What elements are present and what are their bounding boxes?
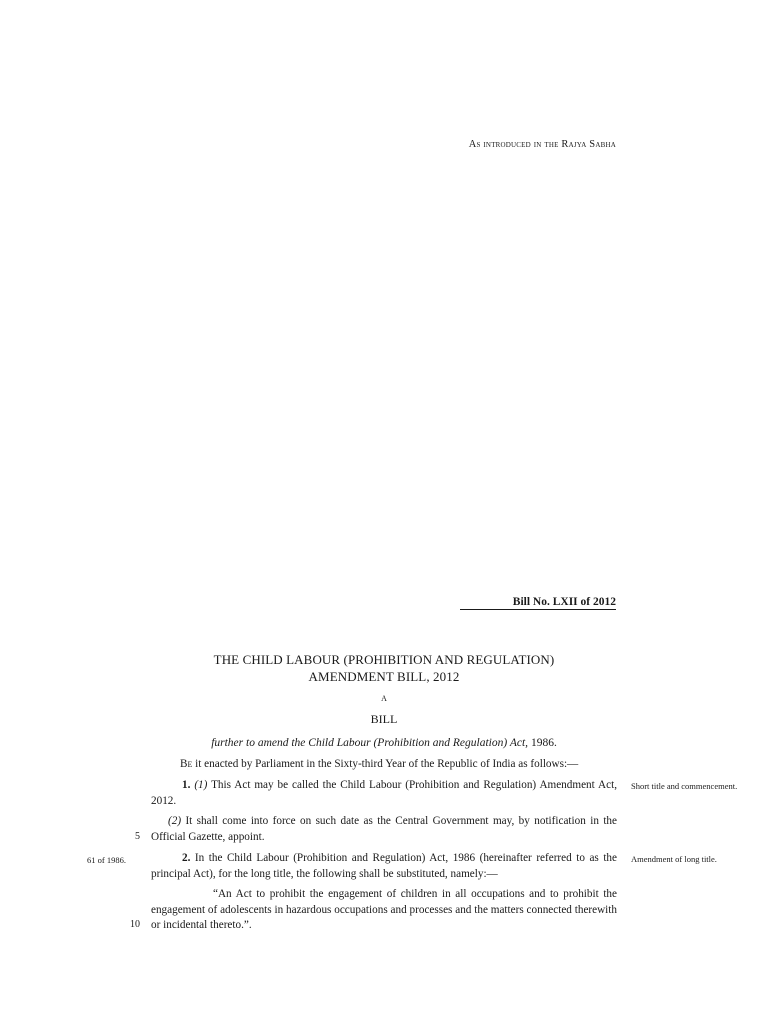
enacting-formula [151,757,617,773]
section-1-subsection-1 [151,778,617,809]
marginal-note-act-reference: 61 of 1986. [87,855,126,865]
marginal-note-amendment: Amendment of long title. [631,854,717,864]
section-2-number: 2. [182,852,191,864]
bill-number: Bill No. LXII of 2012 [460,596,616,610]
bill-title-line-2: AMENDMENT BILL, 2012 [308,669,460,684]
article-a: A [381,694,387,703]
section-1-sub-2-marker: (2) [168,815,182,827]
section-1-sub-1-marker: (1) [194,779,208,791]
section-2-text: In the Child Labour (Prohibition and Regulation) Act, 1986 (hereinafter referred to as the principal Act), for the long title, the following shall be substituted, namely:— [151,852,617,880]
marginal-note-short-title: Short title and commencement. [631,781,738,791]
long-title-italic: further to amend the Child Labour (Prohibition and Regulation) Act, [211,737,529,749]
enacting-first-word: Be [180,758,193,770]
long-title [150,737,618,749]
section-1-sub-1-text: This Act may be called the Child Labour (Prohibition and Regulation) Amendment Act, 2012. [151,779,617,807]
line-number-5: 5 [135,831,140,842]
substituted-long-title: “An Act to prohibit the engagement of children in all occupations and to prohibit the engagement of adolescents in hazardous occupations and processes and the matters connected therewith or incidental thereto.”. [151,888,617,931]
section-1-sub-2-text: It shall come into force on such date as the Central Government may, by notification in the Official Gazette, appoint. [151,815,617,843]
introduction-note: As introduced in the Rajya Sabha [468,139,616,150]
long-title-year: 1986. [528,737,557,749]
section-2 [151,851,617,882]
section-1-number: 1. [182,779,191,791]
enacting-text: it enacted by Parliament in the Sixty-third Year of the Republic of India as follows:— [192,758,579,770]
bill-title-line-1: THE CHILD LABOUR (PROHIBITION AND REGULATION) [213,652,555,667]
line-number-10: 10 [130,919,140,930]
bill-heading: BILL [370,712,398,726]
section-1-subsection-2 [151,814,617,845]
bill-title [150,651,618,685]
